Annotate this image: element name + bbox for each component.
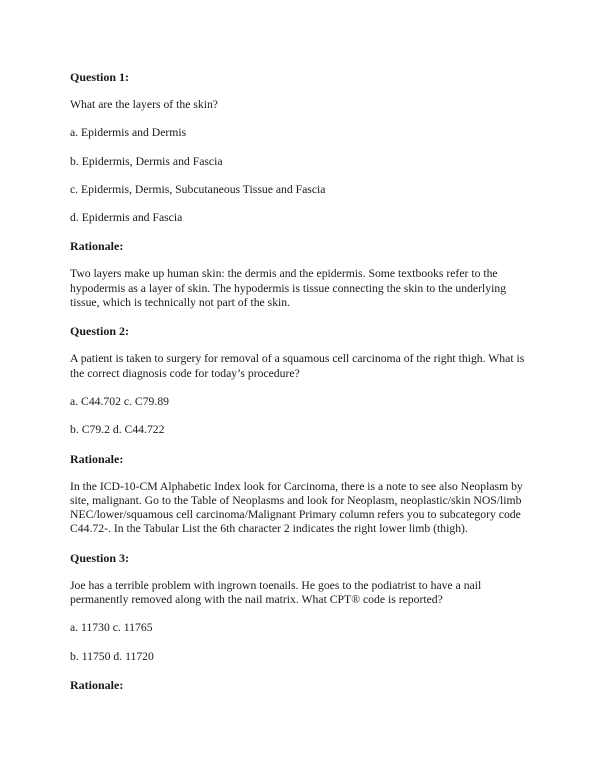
- rationale-line: tissue, which is technically not part of the skin.: [70, 296, 291, 310]
- answer-option: b. C79.2 d. C44.722: [70, 423, 165, 437]
- rationale-line: site, malignant. Go to the Table of Neoplasms and look for Neoplasm, neoplastic/skin NOS/limb: [70, 493, 522, 507]
- question-2-section: [70, 324, 540, 536]
- question-3-section: [70, 551, 540, 692]
- rationale-line: NEC/lower/squamous cell carcinoma/Malignant Primary column refers you to subcategory code: [70, 508, 521, 522]
- question-1-section: [70, 70, 540, 310]
- document-page: [70, 70, 540, 692]
- answer-option: a. C44.702 c. C79.89: [70, 394, 170, 408]
- question-prompt: What are the layers of the skin?: [70, 98, 218, 111]
- rationale-heading: Rationale:: [70, 451, 124, 466]
- question-heading: Question 3:: [70, 550, 130, 565]
- question-prompt-line: the correct diagnosis code for today’s procedure?: [70, 366, 300, 380]
- rationale-heading: Rationale:: [70, 239, 124, 254]
- question-prompt-line: A patient is taken to surgery for removal of a squamous cell carcinoma of the right thigh. What is: [70, 352, 525, 366]
- answer-option: c. Epidermis, Dermis, Subcutaneous Tissue and Fascia: [70, 182, 326, 196]
- answer-option: a. 11730 c. 11765: [70, 621, 153, 635]
- answer-option: b. 11750 d. 11720: [70, 649, 154, 663]
- answer-option: a. Epidermis and Dermis: [70, 126, 187, 140]
- question-prompt-line: permanently removed along with the nail matrix. What CPT® code is reported?: [70, 593, 443, 607]
- rationale-line: Two layers make up human skin: the dermis and the epidermis. Some textbooks refer to the: [70, 267, 498, 281]
- answer-option: d. Epidermis and Fascia: [70, 211, 183, 225]
- answer-option: b. Epidermis, Dermis and Fascia: [70, 154, 223, 168]
- question-prompt-line: Joe has a terrible problem with ingrown toenails. He goes to the podiatrist to have a nail: [70, 578, 482, 592]
- question-heading: Question 1:: [70, 70, 130, 84]
- rationale-heading: Rationale:: [70, 677, 124, 692]
- rationale-line: C44.72-. In the Tabular List the 6th character 2 indicates the right lower limb (thigh).: [70, 522, 468, 536]
- question-heading: Question 2:: [70, 324, 130, 339]
- rationale-line: hypodermis as a layer of skin. The hypodermis is tissue connecting the skin to the underlying: [70, 281, 507, 295]
- rationale-line: In the ICD-10-CM Alphabetic Index look for Carcinoma, there is a note to see also Neoplasm by: [70, 479, 523, 493]
